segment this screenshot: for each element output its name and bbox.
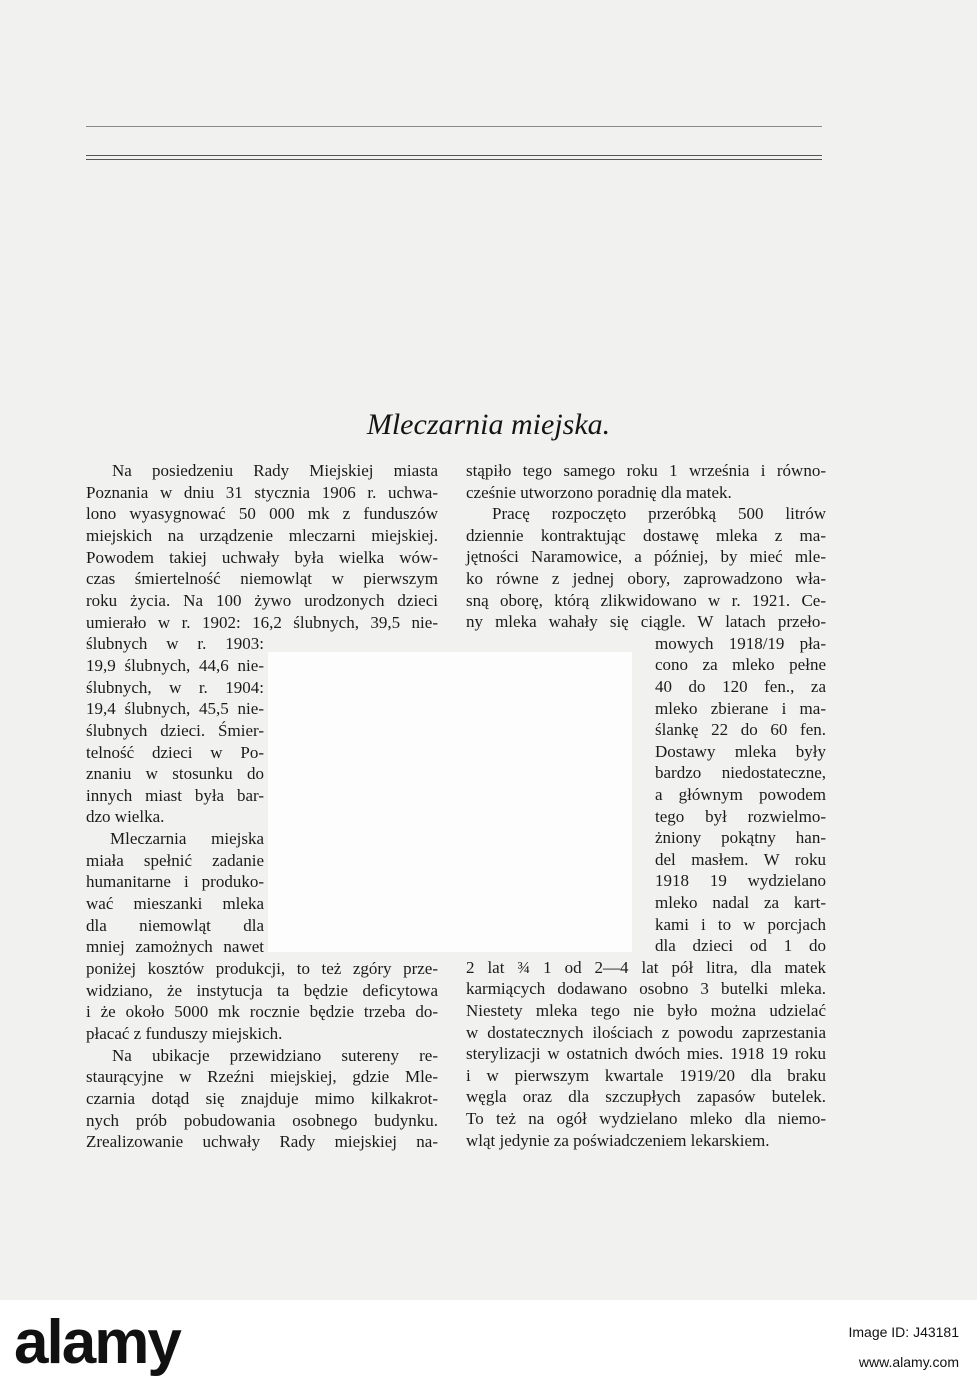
left-column-line: miejskich na urządzenie mleczarni miejskiej. <box>86 526 438 545</box>
left-column-line: telność dzieci w Po- <box>86 742 264 762</box>
left-column-line: czarnia dotąd się znajduje mimo kilkakrot- <box>86 1088 438 1108</box>
header-rule <box>86 126 822 127</box>
right-column-line: stąpiło tego samego roku 1 września i równo- <box>466 461 826 480</box>
left-column-line: ślubnych dzieci. Śmier- <box>86 720 264 740</box>
left-column-line: poniżej kosztów produkcji, to też zgóry prze- <box>86 959 438 978</box>
left-column-line: dzo wielka. <box>86 807 165 827</box>
watermark-banner <box>0 1300 977 1390</box>
right-column-line: sną oborę, którą zlikwidowano w r. 1921. Ce- <box>466 590 826 610</box>
left-column-line: 19,9 ślubnych, 44,6 nie- <box>86 655 264 675</box>
left-column-line: lono wyasygnować 50 000 mk z funduszów <box>86 504 438 524</box>
right-column-line: cześnie utworzono poradnię dla matek. <box>466 482 732 502</box>
right-column-line: 1918 19 wydzielano <box>655 871 826 891</box>
left-column-line: miała spełnić zadanie <box>86 850 264 870</box>
right-column-line: ny mleka wahały się ciągle. W latach przeło- <box>466 612 826 632</box>
left-column-line: 19,4 ślubnych, 45,5 nie- <box>86 699 264 719</box>
left-column-line: płacać z funduszy miejskich. <box>86 1023 283 1043</box>
right-column-line: To też na ogół wydzielano mleko dla niemo- <box>466 1109 826 1128</box>
left-column-line: Zrealizowanie uchwały Rady miejskiej na- <box>86 1132 438 1152</box>
right-column-line: dziennie kontraktując dostawę mleka z ma- <box>466 525 826 545</box>
right-column-line: karmiących dodawano osobno 3 butelki mleka. <box>466 979 826 999</box>
left-column-line: innych miast była bar- <box>86 785 264 805</box>
right-column-line: cono za mleko pełne <box>655 655 826 675</box>
header-double-rule-lower <box>86 159 822 160</box>
right-column-line: Pracę rozpoczęto przeróbką 500 litrów <box>492 504 826 524</box>
left-column-line: Na posiedzeniu Rady Miejskiej miasta <box>112 461 438 480</box>
left-column-line: znaniu w stosunku do <box>86 764 264 784</box>
right-column-line: kami i to w porcjach <box>655 914 826 934</box>
left-column-line: mniej zamożnych nawet <box>86 937 264 957</box>
figure-placeholder <box>268 652 632 952</box>
right-column-line: tego był rozwielmo- <box>655 806 826 826</box>
left-column-line: czas śmiertelność niemowląt w pierwszym <box>86 569 438 589</box>
left-column-line: ślubnych, w r. 1904: <box>86 677 264 697</box>
left-column-line: Mleczarnia miejska <box>110 829 264 848</box>
right-column-line: ślankę 22 do 60 fen. <box>655 720 826 740</box>
left-column-line: umierało w r. 1902: 16,2 ślubnych, 39,5 nie- <box>86 612 438 632</box>
right-column-line: żniony pokątny han- <box>655 828 826 848</box>
left-column-line: ślubnych w r. 1903: <box>86 634 264 654</box>
left-column-line: dla niemowląt dla <box>86 915 264 935</box>
right-column-line: dla dzieci od 1 do <box>655 936 826 956</box>
right-column-line: w dostatecznych ilościach z powodu zaprzestania <box>466 1022 826 1042</box>
watermark-url: www.alamy.com <box>858 1354 959 1370</box>
right-column-line: del masłem. W roku <box>655 849 826 869</box>
left-column-line: Poznania w dniu 31 stycznia 1906 r. uchwa- <box>86 482 438 502</box>
right-column-line: mleko nadal za kart- <box>655 893 826 912</box>
right-column-line: jętności Naramowice, a później, by mieć mle- <box>466 547 826 567</box>
right-column-line: Dostawy mleka były <box>655 741 826 761</box>
right-column-line: mleko zbierane i ma- <box>655 698 826 718</box>
right-column-line: a głównym powodem <box>655 785 826 804</box>
right-column-line: sterylizacji w ostatnich dwóch mies. 1918 19 roku <box>466 1044 826 1064</box>
left-column-line: i że około 5000 mk rocznie będzie trzeba do- <box>86 1002 438 1022</box>
right-column-line: Niestety mleka tego nie było można udzielać <box>466 1001 826 1020</box>
right-column-line: 2 lat ¾ 1 od 2—4 lat pół litra, dla matek <box>466 957 826 977</box>
left-column-line: nych prób pobudowania osobnego budynku. <box>86 1110 438 1130</box>
left-column-line: wać mieszanki mleka <box>86 894 264 913</box>
article-title: Mleczarnia miejska. <box>366 408 611 441</box>
right-column-line: bardzo niedostateczne, <box>655 763 826 783</box>
right-column-line: węgla oraz dla szczupłych zapasów butelek. <box>466 1087 826 1107</box>
right-column-line: i w pierwszym kwartale 1919/20 dla braku <box>466 1065 826 1085</box>
right-column-line: mowych 1918/19 pła- <box>655 633 826 653</box>
left-column-line: roku życia. Na 100 żywo urodzonych dzieci <box>86 590 438 610</box>
right-column-line: 40 do 120 fen., za <box>655 677 826 696</box>
alamy-logo: alamy <box>14 1308 180 1377</box>
image-id: Image ID: J43181 <box>848 1324 959 1340</box>
left-column-line: widziano, że instytucja ta będzie deficytowa <box>86 980 438 1000</box>
right-column-line: ko równe z jednej obory, zaprowadzono wła- <box>466 569 826 588</box>
left-column-line: humanitarne i produko- <box>86 872 264 892</box>
right-column-line: wląt jedynie za poświadczeniem lekarskiem. <box>466 1130 770 1150</box>
left-column-line: Powodem takiej uchwały była wielka wów- <box>86 547 438 567</box>
header-double-rule-upper <box>86 155 822 156</box>
left-column-line: staurącyjne w Rzeźni miejskiej, gdzie Mle- <box>86 1067 438 1087</box>
left-column-line: Na ubikacje przewidziano sutereny re- <box>112 1045 438 1065</box>
